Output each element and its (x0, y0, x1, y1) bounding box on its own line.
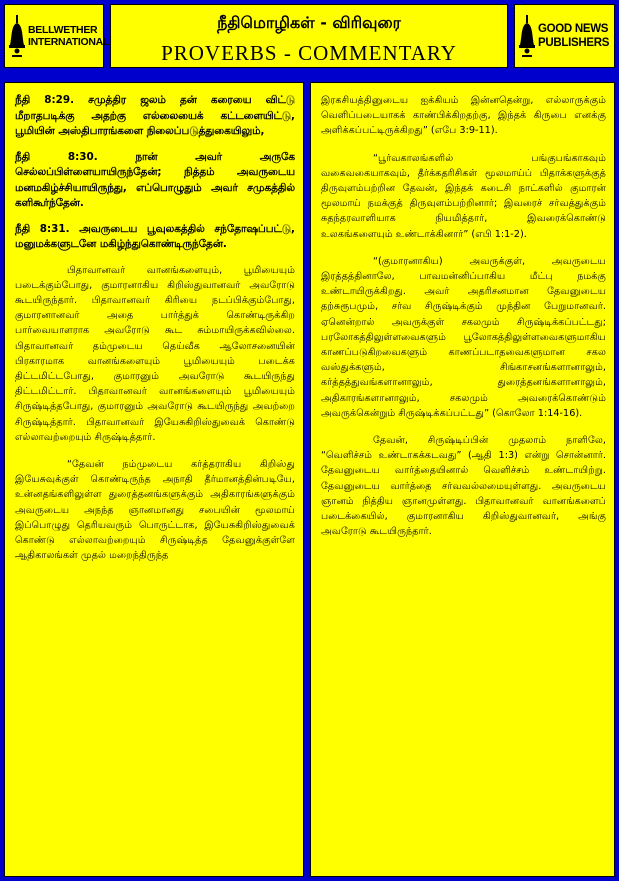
logo-good-news (514, 4, 615, 68)
logo-left-line1: BELLWETHER (28, 24, 98, 36)
bell-icon (518, 13, 536, 59)
commentary-paragraph: பிதாவானவர் வானங்களையும், பூமியையும் படைக்கும்போது, குமாரனாகிய கிறிஸ்துவானவர் அவரோடு கூடயிருந்தார். பிதாவானவர் கிரியை நடப்பிக்கும்போது, குமாரனானவர் அதை பார்த்துக் கொண்டிருக்கிற பார்வையாளராக அவரோடு கூட சும்மாயிருக்கவில்லை. பிதாவானவர் தம்முடைய தெய்வீக ஆலோசனையின் பிரகாரமாக வானங்களையும் பூமியையும் படைக்க திட்டமிட்டபோது, குமாரனும் அவரோடு கூடயிருந்து திட்டமிட்டார். பிதாவானவர் வானங்களையும் பூமியையும் சிருஷ்டித்தபோது, குமாரனும் அவரோடு கூடயிருந்து அவற்றை சிருஷ்டித்தார். பிதாவானவர் இயேசுகிறிஸ்துவைக் கொண்டு எல்லாவற்றையும் சிருஷ்டித்தார். (15, 264, 295, 443)
left-column (4, 82, 304, 877)
bell-icon (8, 13, 26, 59)
commentary-paragraph: “பூர்வகாலங்களில் பங்குபங்காகவும் வகைவகையாகவும், தீர்க்கதரிசிகள் மூலமாய்ப் பிதாக்களுக்குத் திருவுளம்பற்றின தேவன், இந்தக் கடைசி நாட்களில் குமாரன் மூலமாய் நமக்குத் திருவுளம்பற்றினார்; இவரைச் சர்வத்துக்கும் சுதந்தரவாளியாக நியமித்தார், இவரைக்கொண்டு உலகங்களையும் உண்டாக்கினார்” (எபி 1:1-2). (321, 152, 606, 240)
logo-bellwether (4, 4, 110, 68)
commentary-paragraph: இரகசியத்தினுடைய ஐக்கியம் இன்னதென்று, எல்லாருக்கும் வெளிப்படையாகக் காண்பிக்கிறதற்கு, இந்தக் கிருபை எனக்கு அளிக்கப்பட்டிருக்கிறது” (எபே 3:9-11). (321, 95, 606, 137)
title-tamil: நீதிமொழிகள் - விரிவுரை (217, 13, 401, 32)
logo-left-line2: INTERNATIONAL (28, 36, 110, 48)
title-english: PROVERBS - COMMENTARY (161, 41, 457, 65)
verse-8-29: நீதி 8:29. சமுத்திர ஜலம் தன் கரையை விட்டு மீறாதபடிக்கு அதற்கு எல்லையைக் கட்டளையிட்டு, பூமியின் அஸ்திபாரங்களை நிலைப்படுத்துகையிலும், (15, 94, 295, 137)
right-column (310, 82, 615, 877)
commentary-paragraph: “தேவன் நம்முடைய கர்த்தராகிய கிறிஸ்து இயேசுவுக்குள் கொண்டிருந்த அநாதி தீர்மானத்தின்படியே, உன்னதங்களிலுள்ள துரைத்தனங்களுக்கும் அதிகாரங்களுக்கும் அவருடைய அநந்த ஞானமானது சபையின் மூலமாய் இப்பொழுது தெரியவரும் பொருட்டாக, இயேசுகிறிஸ்துவைக் கொண்டு எல்லாவற்றையும் சிருஷ்டித்த தேவனுக்குள்ளே ஆதிகாலங்கள் முதல் மறைந்திருந்த (15, 458, 295, 562)
logo-right-line1: GOOD NEWS (538, 23, 609, 35)
logo-right-line2: PUBLISHERS (538, 37, 610, 49)
commentary-paragraph: தேவன், சிருஷ்டிப்பின் முதலாம் நாளிலே, “வெளிச்சம் உண்டாகக்கடவது” (ஆதி 1:3) என்று சொன்னார். தேவனுடைய வார்த்தையினால் வெளிச்சம் உண்டாயிற்று. தேவனுடைய வார்த்தை சர்வவல்லமையுள்ளது. அவருடைய ஞானம் நித்திய ஞானமுள்ளது. பிதாவானவர் வானங்களைப் படைக்கையில், குமாரனாகிய கிறிஸ்துவானவர், அங்கு அவரோடு கூடயிருந்தார். (321, 435, 606, 538)
verse-8-30: நீதி 8:30. நான் அவர் அருகே செல்லப்பிள்ளையாயிருந்தேன்; நித்தம் அவருடைய மனமகிழ்ச்சியாயிருந்து, எப்பொழுதும் அவர் சமுகத்தில் களிகூர்ந்தேன். (15, 150, 295, 209)
page-header (110, 4, 508, 68)
verse-8-31: நீதி 8:31. அவருடைய பூவுலகத்தில் சந்தோஷப்பட்டு, மனுமக்களுடனே மகிழ்ந்துகொண்டிருந்தேன். (15, 222, 295, 250)
commentary-paragraph: “(குமாரனாகிய) அவருக்குள், அவருடைய இரத்தத்தினாலே, பாவமன்னிப்பாகிய மீட்பு நமக்கு உண்டாயிருக்கிறது. அவர் அதரிசனமான தேவனுடைய தற்சுரூபமும், சர்வ சிருஷ்டிக்கும் முந்தின பேறுமானவர். ஏனென்றால் அவருக்குள் சகலமும் சிருஷ்டிக்கப்பட்டது; பரலோகத்திலுள்ளவைகளும் பூலோகத்திலுள்ளவைகளுமாகிய காணப்படுகிறவைகளும் காணப்படாதவைகளுமான சகல வஸ்துக்களும், சிங்காசனங்களானாலும், கர்த்தத்துவங்களானாலும், துரைத்தனங்களானாலும், அதிகாரங்களானாலும், சகலமும் அவரைக்கொண்டும் அவருக்கென்றும் சிருஷ்டிக்கப்பட்டது” (கொலோ 1:14-16). (321, 255, 606, 419)
